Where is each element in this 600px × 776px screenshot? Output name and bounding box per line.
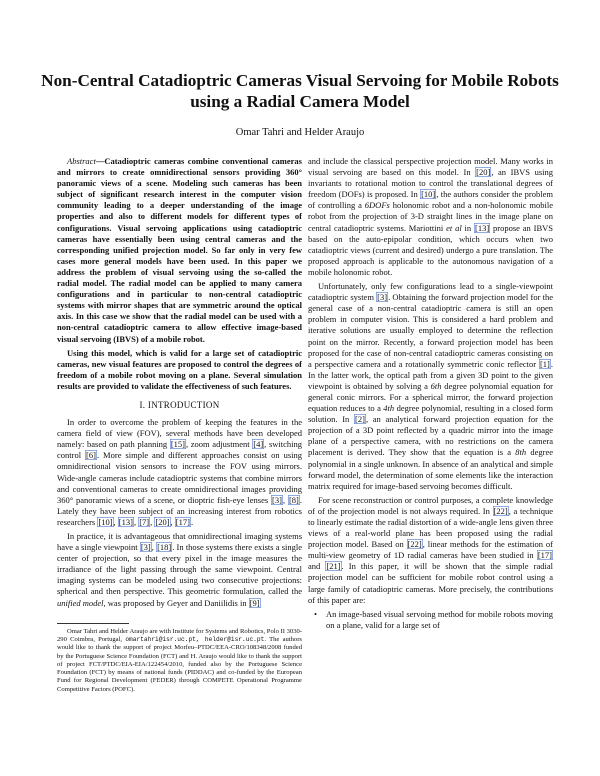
intro-paragraph-2: In practice, it is advantageous that omnidirectional imaging systems have a single viewpoint [3], [18]. In those systems there exists a single center of projection, so that every pixel in the image measures the irradiance of the light passing through the same viewpoint. Central imaging systems can be modeled using two consecutive projections: spherical and then perspective. This geometric formulation, called the unified model, was proposed by Geyer and Daniilidis in [9] (57, 531, 303, 608)
citation-link[interactable]: [13] (475, 222, 490, 233)
citation-link[interactable]: [17] (175, 516, 190, 527)
citation-link[interactable]: [3] (377, 292, 388, 303)
section-heading-introduction: I. INTRODUCTION (139, 399, 220, 410)
citation-link[interactable]: [7] (139, 516, 150, 527)
citation-link[interactable]: [10] (421, 189, 436, 200)
author-list: Omar Tahri and Helder Araujo (235, 127, 365, 138)
body-paragraph-2: Unfortunately, only few configurations lead to a single-viewpoint catadioptric system [3]. Obtaining the forward projection model for the general case of a non-central catadioptric camera is still an open problem in computer vision. This is considered a hard problem and iterative solutions are usually employed to determine the reflection point on the mirror. Recently, a forward projection model has been proposed for the case of non-central catadioptric cameras consisting on a perspective camera and a rotationally symmetric conic reflector [1]. In the latter work, the optical path from a given 3D point to the given viewpoint is obtained by solving a 6th degree polynomial equation for general conic mirrors. For a spherical mirror, the forward projection equation reduces to a 4th degree polynomial, resulting in a closed form solution. In [2], an analytical forward projection equation for the projection of a 3D point reflected by a quadric mirror into the image plane of a perspective camera, with no restrictions on the camera placement is derived. They show that the equation is a 8th degree polynomial in a single unknown. In absence of an analytical and simple forward model, the determination of some elements like the interaction matrix required for image-based servoing becomes difficult. (308, 281, 554, 491)
citation-link[interactable]: [8] (288, 494, 299, 505)
citation-link[interactable]: [15] (170, 439, 185, 450)
paper-title (40, 70, 560, 112)
author-footnote: Omar Tahri and Helder Araujo are with Institute for Systems and Robotics, Polo II 3030-290 Coimbra, Portugal, omartahri@isr.uc.pt, helder@isr.uc.pt. The authors would like to thank the support of project Morfeu–PTDC/EEA-CRO/108348/2008 funded by the Portuguese Science Foundation (FCT) and H. Araujo would like to thank the support of project FCT/PTDC/EIA-EIA/122454/2010, funded also by the Portuguese Science Foundation (FCT) by means of national funds (PIDDAC) and co-funded by the European Fund for Regional Development (FEDER) through COMPETE Operational Programme Competitive Factors (POFC). (57, 627, 302, 693)
citation-link[interactable]: [2] (355, 414, 365, 425)
citation-link[interactable]: [21] (326, 561, 341, 572)
citation-link[interactable]: [22] (493, 505, 508, 516)
abstract-paragraph-1: Abstract—Catadioptric cameras combine conventional cameras and mirrors to create omnidirectional sensors providing 360° panoramic views of a scene. Modeling such cameras has been subject of significant research interest in the computer vision community leading to a deeper understanding of the image properties and also to different models for different types of configurations. Visual servoing applications using catadioptric cameras have essentially been using central cameras and the corresponding unified projection model. So far only in very few cases more general models have been used. In this paper we address the problem of visual servoing using the so-called the radial model. The radial model can be applied to many camera configurations and in particular to non-central catadioptric systems with mirror shapes that are symmetric around the optical axis. In this case we show that the radial model can be used with a non-central catadioptric camera to allow effective image-based visual servoing (IBVS) of a mobile robot. (57, 156, 302, 344)
left-column (57, 156, 302, 697)
contribution-item: • An image-based visual servoing method for mobile robots moving on a plane, valid for a large set of (320, 609, 553, 631)
footnote-rule (57, 623, 129, 624)
citation-link[interactable]: [9] (249, 597, 260, 608)
right-column (308, 156, 553, 631)
citation-link[interactable]: [20] (476, 167, 491, 178)
abstract-paragraph-2: Using this model, which is valid for a large set of catadioptric cameras, new visual features are proposed to control the degrees of freedom of a mobile robot moving on a plane. Several simulation results are provided to validate the effectiveness of such features. (57, 347, 302, 391)
citation-link[interactable]: [1] (539, 358, 550, 369)
citation-link[interactable]: [22] (407, 539, 422, 550)
title-line-1: Non-Central Catadioptric Cameras Visual Servoing for Mobile Robots (41, 71, 559, 90)
citation-link[interactable]: [4] (253, 439, 264, 450)
citation-link[interactable]: [10] (98, 516, 113, 527)
body-paragraph-1: and include the classical perspective projection model. Many works in visual servoing are based on this model. In [20], an IBVS using invariants to rotational motion to control the translational degrees of freedom (DOFs) is proposed. In [10], the authors consider the problem of controlling a 6DOFs holonomic robot and a non-holonomic mobile robot from the projection of 3-D straight lines in the image plane on central catadioptric systems. Mariottini et al in [13] propose an IBVS based on the auto-epipolar condition, which occurs when two catadioptric views (current and desired) undergo a pure translation. The proposed approach is applicable to the autonomous navigation of a mobile holonomic robot. (308, 156, 553, 277)
email-addresses[interactable]: omartahri@isr.uc.pt, helder@isr.uc.pt (125, 635, 265, 643)
contributions-list (308, 609, 553, 631)
citation-link[interactable]: [3] (272, 494, 282, 505)
citation-link[interactable]: [3] (140, 542, 151, 553)
title-line-2: using a Radial Camera Model (190, 92, 410, 111)
citation-link[interactable]: [13] (118, 516, 133, 527)
body-paragraph-3: For scene reconstruction or control purposes, a complete knowledge of of the projection model is not always required. In [22], a technique to linearly estimate the radial distortion of a wide-angle lens given three views of a real-world plane has been proposed using the radial projection model. Based on [22], linear methods for the estimation of multi-view geometry of 1D radial cameras have been studied in [17] and [21]. In this paper, it will be shown that the simple radial projection model can be sufficient for mobile robot control using a large family of catadioptric cameras. More precisely, the contributions of this paper are: (308, 494, 553, 605)
abstract-label: Abstract (67, 156, 96, 166)
citation-link[interactable]: [18] (157, 542, 172, 553)
abstract (57, 156, 302, 392)
citation-link[interactable]: [17] (537, 550, 552, 561)
intro-paragraph-1: In order to overcome the problem of keeping the features in the camera field of view (FOV), several methods have been developed namely: based on path planning [15], zoom adjustment [4], switching control [6]. More simple and different approaches consist on using omnidirectional vision sensors to increase the FOV using mirrors. Wide-angle cameras include catadioptric systems that combine mirrors and conventional cameras to create omnidirectional images providing 360° panoramic views of a scene, or dioptric fish-eye lenses [3], [8]. Lately they have been subject of an increasing interest from robotics researchers [10], [13], [7], [20], [17]. (57, 417, 303, 527)
citation-link[interactable]: [20] (155, 516, 170, 527)
citation-link[interactable]: [6] (86, 450, 96, 461)
